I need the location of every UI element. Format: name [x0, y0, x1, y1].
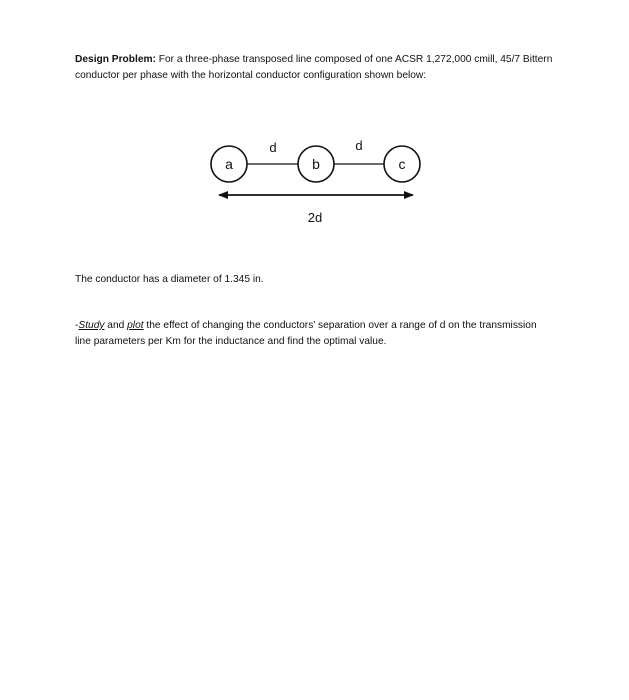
- task-prefix: -: [75, 320, 79, 331]
- problem-intro-line1: For a three-phase transposed line composed of one ACSR 1,272,000 cmill, 45/7 Bittern: [155, 54, 553, 65]
- task-plot-word: plot: [127, 320, 144, 331]
- task-statement: [75, 318, 575, 350]
- diameter-statement: [75, 272, 575, 288]
- spacing-ab-label: d: [269, 140, 277, 155]
- diameter-text: The conductor has a diameter of 1.345 in.: [75, 274, 264, 285]
- problem-intro-line2: conductor per phase with the horizontal conductor configuration shown below:: [75, 70, 427, 81]
- task-rest-line1: the effect of changing the conductors’ separation over a range of d on the transmission: [143, 320, 537, 331]
- conductor-b-label: b: [312, 156, 320, 172]
- conductor-a-label: a: [225, 156, 233, 172]
- problem-heading: Design Problem:: [75, 54, 156, 65]
- conductor-b: [298, 146, 334, 182]
- task-line2: line parameters per Km for the inductance and find the optimal value.: [75, 336, 387, 347]
- spacing-ac-label: 2d: [307, 210, 323, 225]
- conductor-a: [211, 146, 247, 182]
- conductor-c: [384, 146, 420, 182]
- task-and: and: [104, 320, 128, 331]
- conductor-c-label: c: [398, 156, 406, 172]
- task-study-word: Study: [78, 320, 105, 331]
- spacing-bc-label: d: [355, 138, 363, 153]
